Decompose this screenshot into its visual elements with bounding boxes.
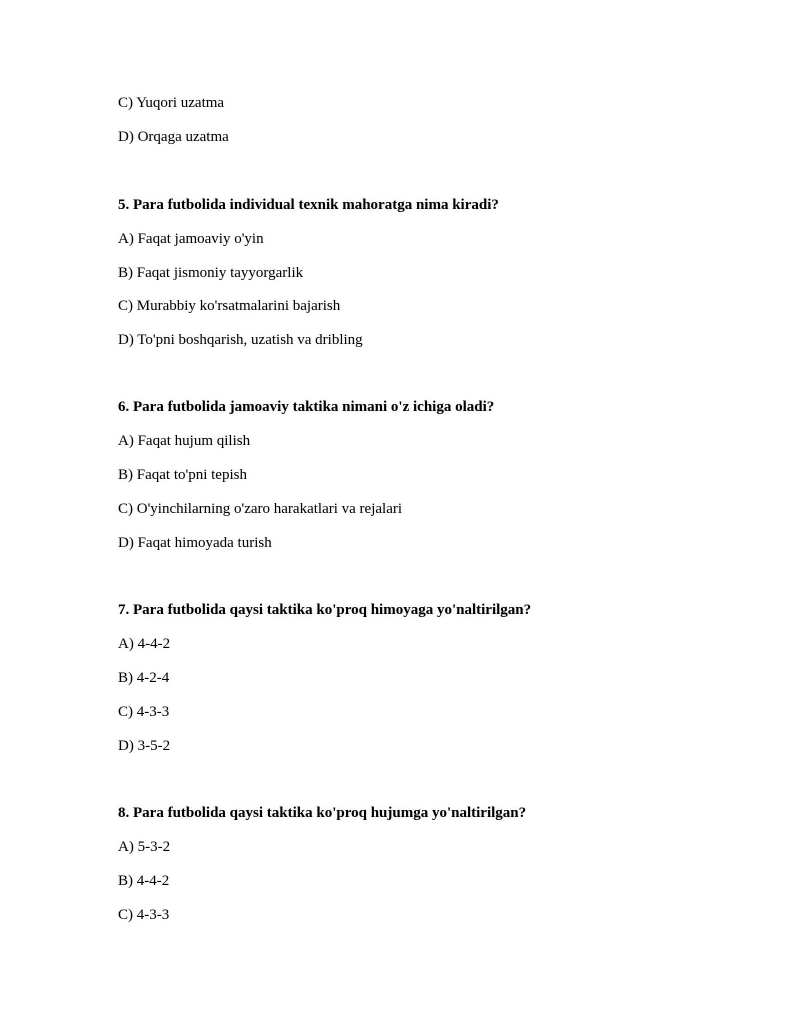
question-6-option-d: D) Faqat himoyada turish: [118, 535, 272, 551]
option-previous-d: D) Orqaga uzatma: [118, 129, 229, 145]
question-8: 8. Para futbolida qaysi taktika ko'proq hujumga yo'naltirilgan?: [118, 805, 527, 821]
question-5-option-a: A) Faqat jamoaviy o'yin: [118, 231, 264, 247]
question-5-option-c: C) Murabbiy ko'rsatmalarini bajarish: [118, 298, 341, 314]
question-7-option-c: C) 4-3-3: [118, 704, 170, 720]
question-6-option-b: B) Faqat to'pni tepish: [118, 467, 247, 483]
question-5-option-b: B) Faqat jismoniy tayyorgarlik: [118, 265, 304, 281]
question-7-option-a: A) 4-4-2: [118, 636, 171, 652]
question-8-option-a: A) 5-3-2: [118, 839, 171, 855]
question-8-option-b: B) 4-4-2: [118, 873, 170, 889]
question-7-option-d: D) 3-5-2: [118, 738, 171, 754]
question-7-option-b: B) 4-2-4: [118, 670, 170, 686]
question-6-option-a: A) Faqat hujum qilish: [118, 433, 251, 449]
question-6-option-c: C) O'yinchilarning o'zaro harakatlari va rejalari: [118, 501, 403, 517]
option-previous-c: C) Yuqori uzatma: [118, 95, 225, 111]
question-5: 5. Para futbolida individual texnik mahoratga nima kiradi?: [118, 197, 499, 213]
question-6: 6. Para futbolida jamoaviy taktika nimani o'z ichiga oladi?: [118, 399, 495, 415]
question-7: 7. Para futbolida qaysi taktika ko'proq himoyaga yo'naltirilgan?: [118, 602, 532, 618]
question-8-option-c: C) 4-3-3: [118, 907, 170, 923]
question-5-option-d: D) To'pni boshqarish, uzatish va dribling: [118, 332, 363, 348]
